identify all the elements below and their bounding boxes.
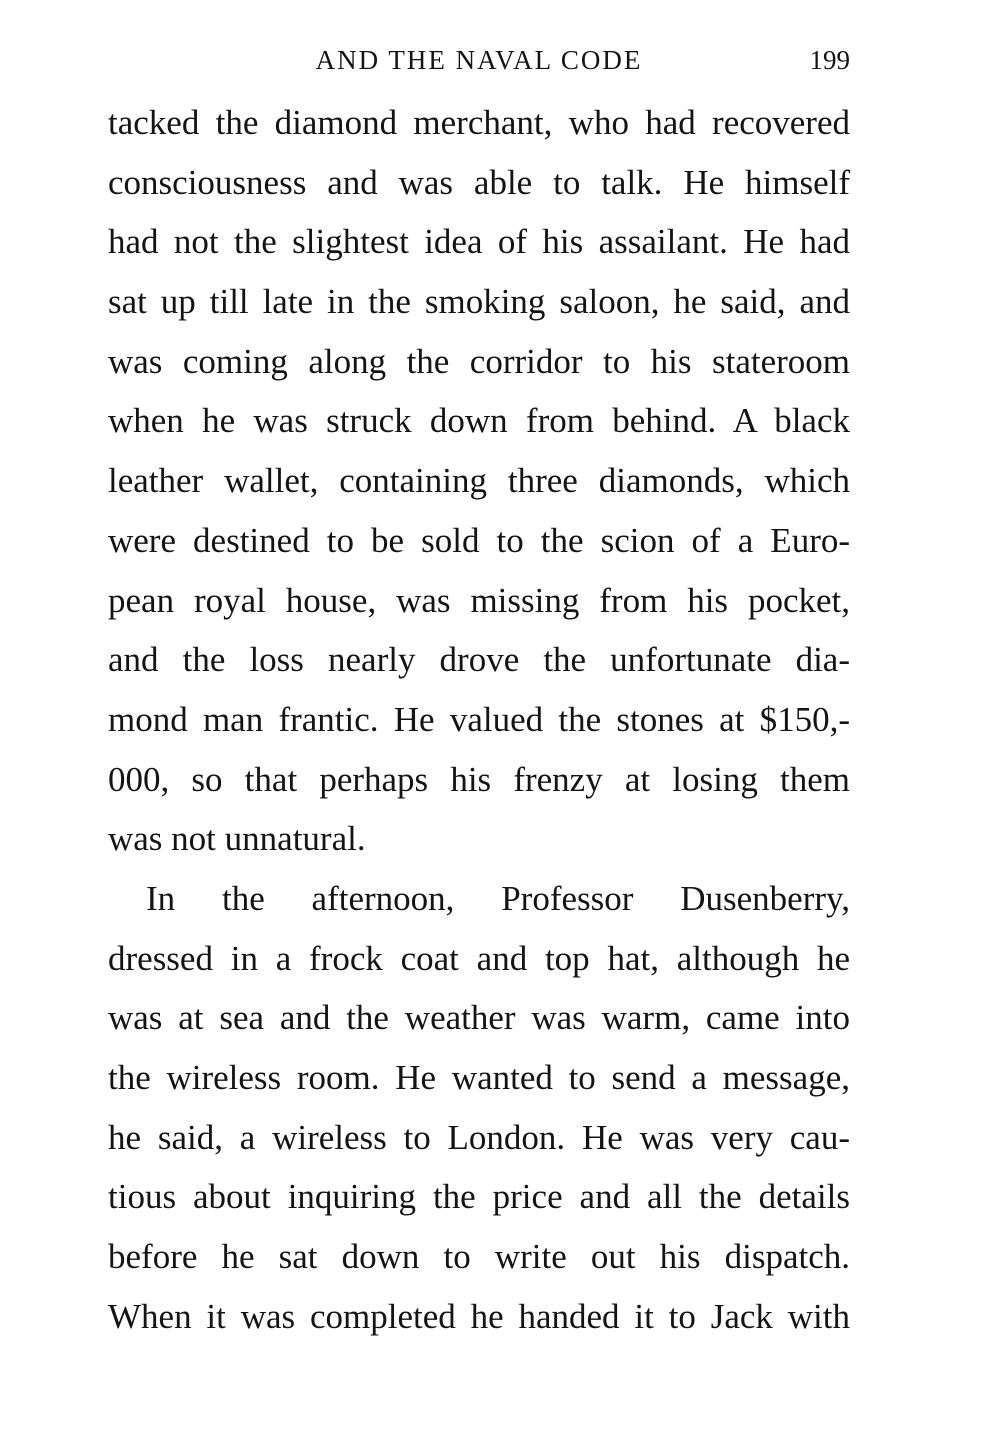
text-line: he said, a wireless to London. He was very cau- — [108, 1117, 850, 1157]
text-line: leather wallet, containing three diamonds, which — [108, 461, 850, 501]
text-line: was coming along the corridor to his stateroom — [108, 341, 850, 381]
text-line: mond man frantic. He valued the stones at $150,- — [108, 699, 850, 739]
text-line: When it was completed he handed it to Jack with — [108, 1296, 850, 1336]
running-head — [108, 38, 850, 82]
text-line: In the afternoon, Professor Dusenberry, — [146, 878, 850, 918]
text-line: before he sat down to write out his dispatch. — [108, 1237, 850, 1277]
text-line: tious about inquiring the price and all the details — [108, 1177, 850, 1217]
running-title: AND THE NAVAL CODE — [315, 45, 643, 75]
text-line: and the loss nearly drove the unfortunate dia- — [108, 640, 850, 680]
text-line: sat up till late in the smoking saloon, he said, and — [108, 282, 850, 322]
text-line: had not the slightest idea of his assailant. He had — [108, 222, 850, 262]
text-line: was not unnatural. — [108, 819, 366, 859]
paragraph-1 — [108, 93, 850, 869]
page-number: 199 — [809, 45, 850, 75]
text-line: tacked the diamond merchant, who had recovered — [108, 103, 850, 142]
text-line: pean royal house, was missing from his pocket, — [108, 580, 850, 620]
body-text — [108, 93, 850, 1346]
text-line: the wireless room. He wanted to send a message, — [108, 1058, 850, 1097]
paragraph-2 — [108, 869, 850, 1347]
text-line: was at sea and the weather was warm, came into — [108, 998, 850, 1038]
text-line: were destined to be sold to the scion of a Euro- — [108, 520, 850, 560]
text-line: dressed in a frock coat and top hat, although he — [108, 938, 850, 978]
text-line: when he was struck down from behind. A black — [108, 401, 850, 441]
text-line: 000, so that perhaps his frenzy at losing them — [108, 759, 850, 799]
text-line: consciousness and was able to talk. He himself — [108, 162, 850, 202]
